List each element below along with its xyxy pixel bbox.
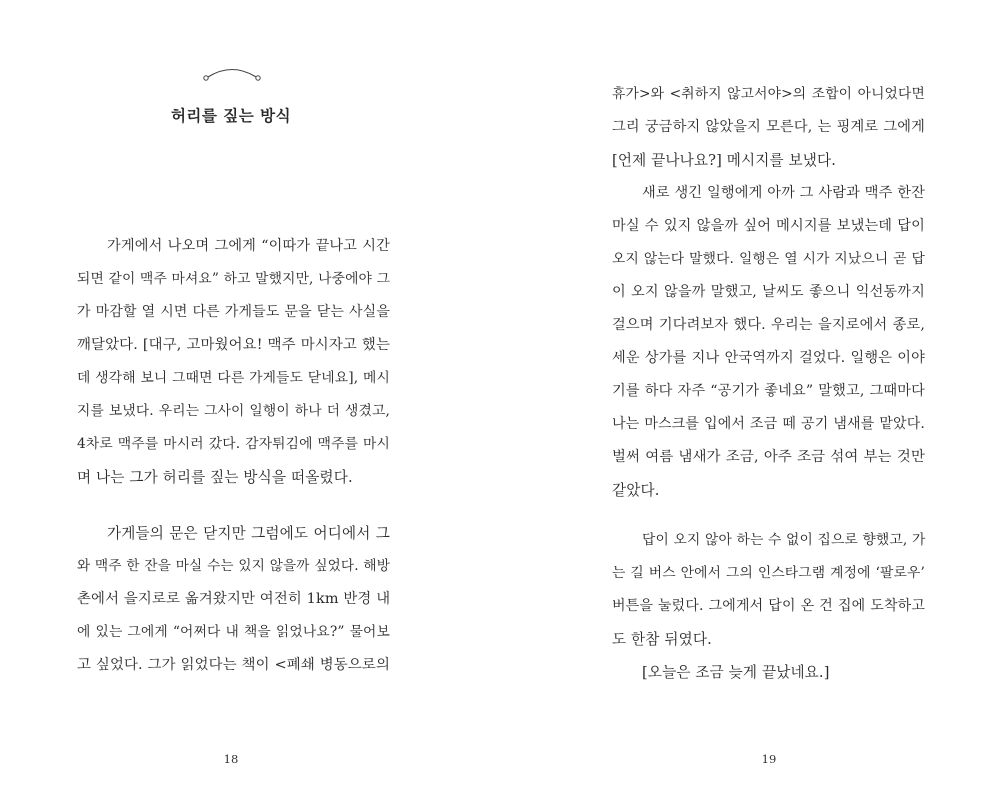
text-line: 며 나는 그가 허리를 짚는 방식을 떠올렸다. (77, 469, 353, 486)
paragraph (612, 177, 925, 507)
text-line: 오지 않는다 말했다. 일행은 열 시가 지났으니 곧 답 (612, 251, 925, 267)
text-line: 데 생각해 보니 그때면 다른 가게들도 닫네요], 메시 (77, 370, 390, 386)
text-line: 가게에서 나오며 그에게 “이따가 끝나고 시간 (107, 238, 390, 254)
text-line: 촌에서 을지로로 옮겨왔지만 여전히 1km 반경 내 (77, 591, 391, 607)
paragraph (612, 78, 925, 177)
text-line: 깨달았다. [대구, 고마웠어요! 맥주 마시자고 했는 (77, 337, 390, 353)
text-line: 고 싶었다. 그가 읽었다는 책이 <폐쇄 병동으로의 (77, 657, 390, 673)
text-line: 휴가>와 <취하지 않고서야>의 조합이 아니었다면 (612, 86, 925, 102)
page-number: 18 (223, 752, 239, 766)
text-line: 4차로 맥주를 마시러 갔다. 감자튀김에 맥주를 마시 (77, 436, 390, 452)
arc-ornament-icon (200, 66, 264, 84)
text-line: 기를 하다 자주 “공기가 좋네요” 말했고, 그때마다 (612, 383, 925, 399)
text-line: 같았다. (612, 482, 660, 499)
text-line: 는 길 버스 안에서 그의 인스타그램 계정에 ‘팔로우’ (612, 565, 925, 581)
text-line: 그리 궁금하지 않았을지 모른다, 는 핑계로 그에게 (612, 119, 925, 135)
text-line: 가게들의 문은 닫지만 그럼에도 어디에서 그 (107, 525, 390, 542)
paragraph (77, 230, 390, 494)
right-page (500, 0, 1000, 812)
text-line: 답이 오지 않아 하는 수 없이 집으로 향했고, 가 (642, 532, 926, 548)
text-line: 도 한참 뒤였다. (612, 631, 712, 648)
page-number: 19 (761, 752, 777, 766)
text-line: 와 맥주 한 잔을 마실 수는 있지 않을까 싶었다. 해방 (77, 558, 390, 574)
text-line: [오늘은 조금 늦게 끝났네요.] (642, 664, 830, 681)
text-line: 나는 마스크를 입에서 조금 떼 공기 냄새를 맡았다. (612, 416, 925, 432)
text-line: 되면 같이 맥주 마셔요” 하고 말했지만, 나중에야 그 (77, 271, 391, 287)
text-line: 세운 상가를 지나 안국역까지 걸었다. 일행은 이야 (612, 350, 925, 366)
text-line: 에 있는 그에게 “어쩌다 내 책을 읽었나요?” 물어보 (77, 624, 390, 640)
text-line: [언제 끝나나요?] 메시지를 보냈다. (612, 152, 837, 169)
text-line: 마실 수 있지 않을까 싶어 메시지를 보냈는데 답이 (612, 218, 925, 234)
text-line: 지를 보냈다. 우리는 그사이 일행이 하나 더 생겼고, (77, 403, 390, 419)
text-line: 버튼을 눌렀다. 그에게서 답이 온 건 집에 도착하고 (612, 598, 925, 614)
text-line: 이 오지 않을까 말했고, 날씨도 좋으니 익선동까지 (612, 284, 925, 300)
paragraph (77, 517, 390, 682)
text-line: 벌써 여름 냄새가 조금, 아주 조금 섞여 부는 것만 (612, 449, 925, 465)
text-line: 걸으며 기다려보자 했다. 우리는 을지로에서 종로, (612, 317, 925, 333)
text-line: 가 마감할 열 시면 다른 가게들도 문을 닫는 사실을 (77, 304, 390, 320)
text-line: 새로 생긴 일행에게 아까 그 사람과 맥주 한잔 (642, 185, 925, 201)
paragraph (612, 656, 925, 689)
chapter-title: 허리를 짚는 방식 (170, 106, 292, 125)
paragraph (612, 524, 925, 656)
